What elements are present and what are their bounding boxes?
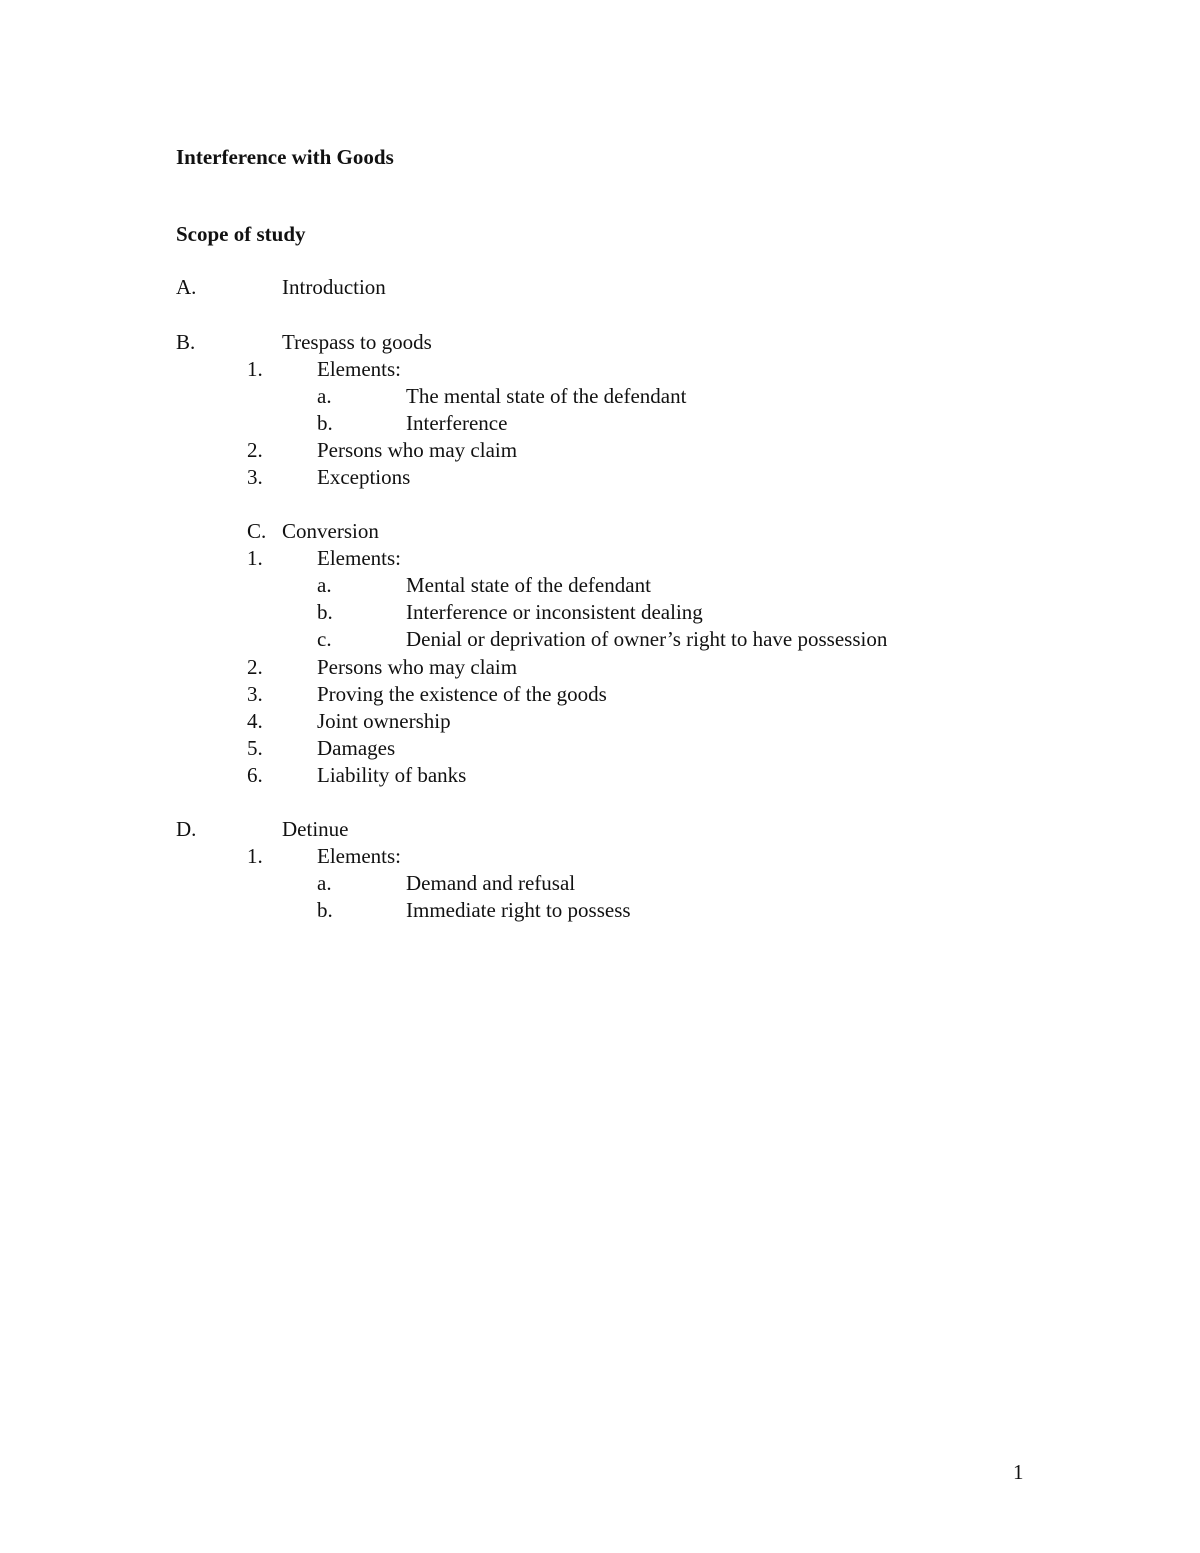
outline-item-c: Conversion: [282, 519, 379, 543]
outline-marker-b3: 3.: [247, 465, 263, 489]
outline-marker-b1a: a.: [317, 384, 332, 408]
outline-item-b3: Exceptions: [317, 465, 411, 489]
outline-marker-b: B.: [176, 330, 196, 354]
outline-marker-c2: 2.: [247, 655, 263, 679]
outline-marker-d1b: b.: [317, 898, 333, 922]
outline-marker-b2: 2.: [247, 438, 263, 462]
outline-marker-c1: 1.: [247, 546, 263, 570]
outline-item-d1: Elements:: [317, 844, 401, 868]
outline-marker-d: D.: [176, 817, 197, 841]
outline-marker-c6: 6.: [247, 763, 263, 787]
outline-item-b1b: Interference: [406, 411, 508, 435]
outline-item-c4: Joint ownership: [317, 709, 451, 733]
outline-item-c2: Persons who may claim: [317, 655, 518, 679]
outline-marker-c5: 5.: [247, 736, 263, 760]
outline-marker-b1: 1.: [247, 357, 263, 381]
outline-item-d1b: Immediate right to possess: [406, 898, 631, 922]
page-number: 1: [1013, 1460, 1024, 1484]
outline-marker-c: C.: [247, 519, 267, 543]
outline-item-b2: Persons who may claim: [317, 438, 518, 462]
outline-marker-c3: 3.: [247, 682, 263, 706]
section-heading: Scope of study: [176, 222, 306, 246]
outline-item-b1a: The mental state of the defendant: [406, 384, 687, 408]
outline-item-c1b: Interference or inconsistent dealing: [406, 600, 703, 624]
outline-item-b: Trespass to goods: [282, 330, 432, 354]
outline-item-a: Introduction: [282, 275, 386, 299]
outline-marker-c1a: a.: [317, 573, 332, 597]
outline-marker-c4: 4.: [247, 709, 263, 733]
outline-item-c1c: Denial or deprivation of owner’s right to have possession: [406, 627, 888, 651]
outline-item-c5: Damages: [317, 736, 396, 760]
outline-item-d: Detinue: [282, 817, 349, 841]
outline-item-c6: Liability of banks: [317, 763, 467, 787]
outline-item-d1a: Demand and refusal: [406, 871, 576, 895]
outline-item-b1: Elements:: [317, 357, 401, 381]
outline-marker-d1: 1.: [247, 844, 263, 868]
outline-marker-c1b: b.: [317, 600, 333, 624]
outline-marker-a: A.: [176, 275, 197, 299]
outline-marker-c1c: c.: [317, 627, 332, 651]
document-title: Interference with Goods: [176, 145, 394, 169]
outline-marker-d1a: a.: [317, 871, 332, 895]
outline-item-c1a: Mental state of the defendant: [406, 573, 651, 597]
outline-item-c3: Proving the existence of the goods: [317, 682, 607, 706]
outline-item-c1: Elements:: [317, 546, 401, 570]
outline-marker-b1b: b.: [317, 411, 333, 435]
